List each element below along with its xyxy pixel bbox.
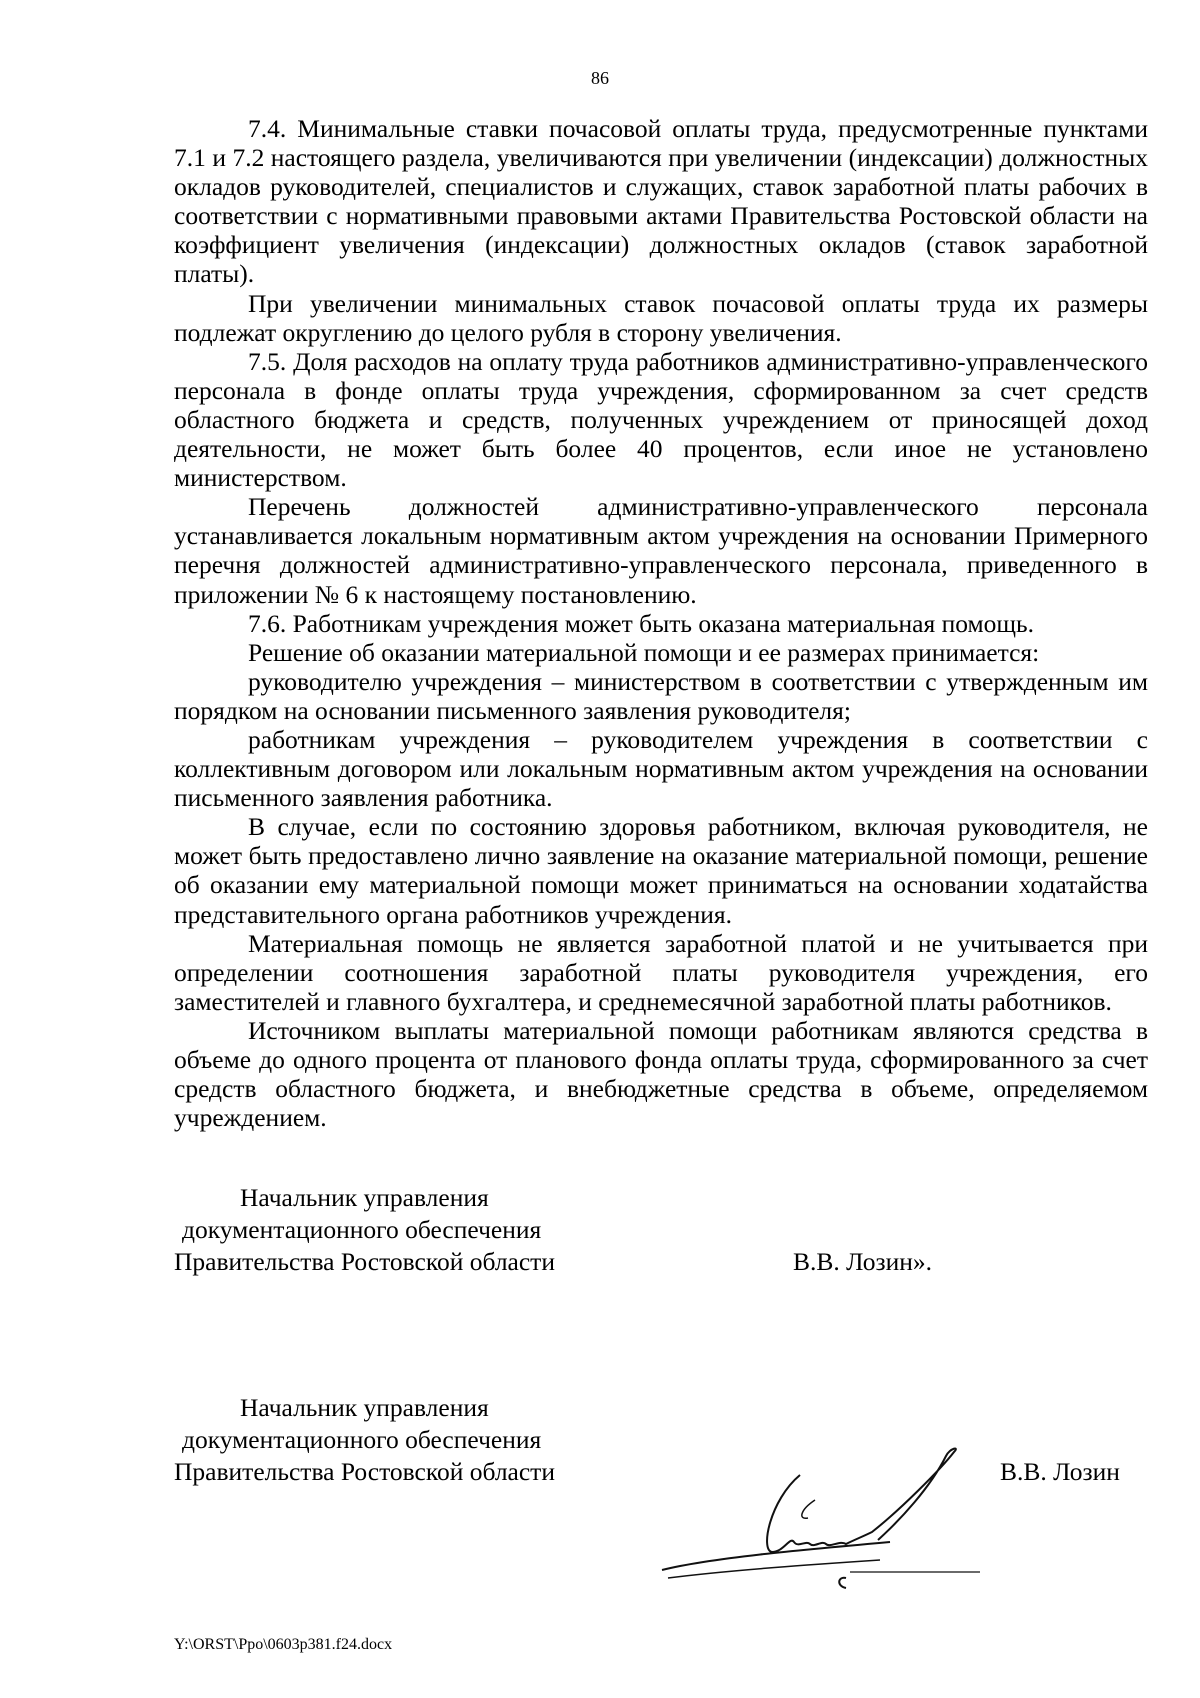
handwritten-signature bbox=[650, 1440, 990, 1600]
signatory-title-line-1: Начальник управления bbox=[240, 1393, 489, 1422]
paragraph-7-5: 7.5. Доля расходов на оплату труда работников административно-управленческого персонала в фонде оплаты труда учреждения, сформированном за счет средств областного бюджета и средств, полученных учреждением от приносящей доход деятельности, не может быть более 40 процентов, если иное не установлено министерством. bbox=[174, 346, 1148, 493]
file-path-footer: Y:\ORST\Ppo\0603p381.f24.docx bbox=[174, 1636, 393, 1653]
paragraph-staff-list: Перечень должностей административно-управленческого персонала устанавливается локальным нормативным актом учреждения на основании Примерного перечня должностей административно-управленческого персонала, приведенного в приложении № 6 к настоящему постановлению. bbox=[174, 492, 1148, 609]
paragraph-workers: работникам учреждения – руководителем учреждения в соответствии с коллективным договором или локальным нормативным актом учреждения на основании письменного заявления работника. bbox=[174, 724, 1148, 813]
paragraph-health: В случае, если по состоянию здоровья работником, включая руководителя, не может быть предоставлено лично заявление на оказание материальной помощи, решение об оказании ему материальной помощи может приниматься на основании ходатайства представительного органа работников учреждения. bbox=[174, 812, 1148, 929]
paragraph-rounding: При увеличении минимальных ставок почасовой оплаты труда их размеры подлежат округлению до целого рубля в сторону увеличения. bbox=[174, 288, 1148, 347]
signatory-title-line-3: Правительства Ростовской области bbox=[174, 1247, 555, 1276]
signatory-name-2: В.В. Лозин bbox=[1000, 1457, 1120, 1486]
signatory-title-line-2: документационного обеспечения bbox=[182, 1425, 542, 1454]
signature-block-1 bbox=[174, 1182, 555, 1278]
paragraph-head: руководителю учреждения – министерством в соответствии с утвержденным им порядком на основании письменного заявления руководителя; bbox=[174, 666, 1148, 725]
paragraph-7-6: 7.6. Работникам учреждения может быть оказана материальная помощь. bbox=[248, 608, 1035, 638]
signatory-title-line-3: Правительства Ростовской области bbox=[174, 1457, 555, 1486]
signatory-title-line-2: документационного обеспечения bbox=[182, 1215, 542, 1244]
document-body bbox=[174, 114, 1148, 1132]
paragraph-7-4: 7.4. Минимальные ставки почасовой оплаты труда, предусмотренные пунктами 7.1 и 7.2 настоящего раздела, увеличиваются при увеличении (индексации) должностных окладов руководителей, специалистов и служащих, ставок заработной платы рабочих в соответствии с нормативными правовыми актами Правительства Ростовской области на коэффициент увеличения (индексации) должностных окладов (ставок заработной платы). bbox=[174, 114, 1148, 289]
paragraph-decision: Решение об оказании материальной помощи и ее размерах принимается: bbox=[248, 637, 1040, 667]
signatory-title-line-1: Начальник управления bbox=[240, 1183, 489, 1212]
paragraph-source: Источником выплаты материальной помощи работникам являются средства в объеме до одного процента от планового фонда оплаты труда, сформированного за счет средств областного бюджета, и внебюджетные средства в объеме, определяемом учреждением. bbox=[174, 1015, 1148, 1133]
paragraph-not-salary: Материальная помощь не является заработной платой и не учитывается при определении соотношения заработной платы руководителя учреждения, его заместителей и главного бухгалтера, и среднемесячной заработной платы работников. bbox=[174, 928, 1148, 1016]
signatory-name-1: В.В. Лозин». bbox=[793, 1247, 933, 1276]
signature-block-2 bbox=[174, 1392, 555, 1488]
page-number: 86 bbox=[591, 68, 609, 88]
